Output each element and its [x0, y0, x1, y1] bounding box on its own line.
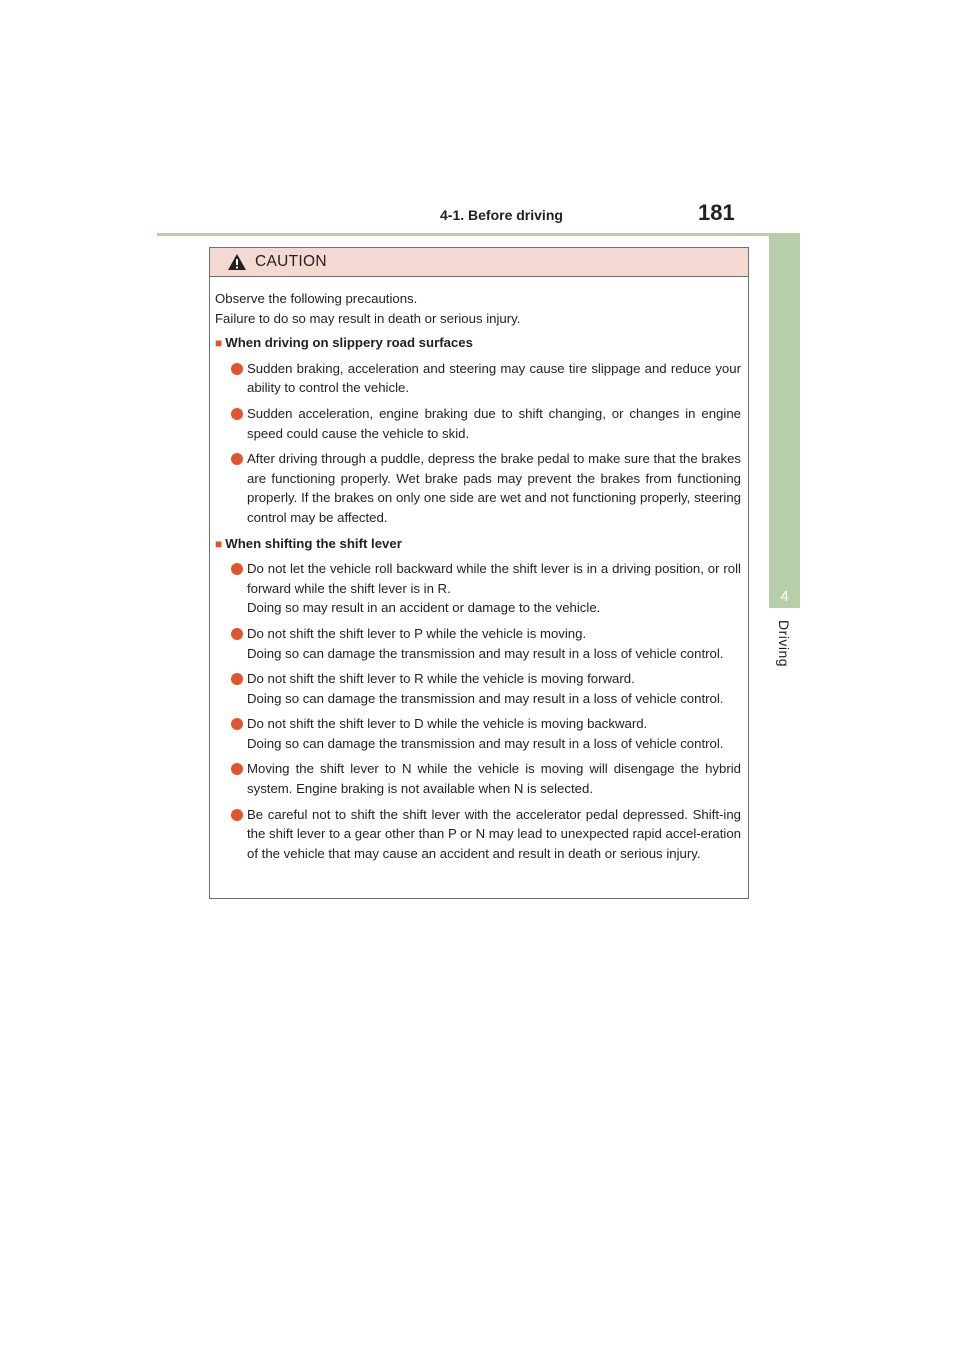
section-heading-text: When driving on slippery road surfaces — [225, 335, 473, 351]
section-heading-shifting — [215, 534, 741, 555]
page-number: 181 — [698, 200, 735, 225]
bullet-dot-icon — [231, 363, 243, 375]
caution-intro — [215, 289, 741, 328]
list-item — [215, 669, 741, 708]
list-item — [215, 449, 741, 527]
section-heading-slippery — [215, 333, 741, 354]
chapter-label: Driving — [776, 620, 792, 668]
caution-body — [210, 277, 748, 863]
list-item-text: Sudden braking, acceleration and steering may cause tire slippage and reduce your ability to control the vehicle. — [247, 360, 741, 396]
chapter-tab — [769, 236, 800, 608]
list-item-text: Do not shift the shift lever to P while the vehicle is moving. Doing so can damage the transmission and may result in a loss of vehicle control. — [247, 625, 724, 661]
list-item — [215, 404, 741, 443]
chapter-number: 4 — [780, 588, 789, 605]
list-item — [215, 714, 741, 753]
bullet-dot-icon — [231, 408, 243, 420]
bullet-dot-icon — [231, 453, 243, 465]
list-item-text: After driving through a puddle, depress the brake pedal to make sure that the brakes are functioning properly. Wet brake pads may prevent the brakes from functioning properly. If the brakes on only one side are wet and not functioning properly, steering control may be affected. — [247, 451, 741, 525]
list-item — [215, 559, 741, 618]
caution-header — [210, 248, 748, 277]
bullet-dot-icon — [231, 563, 243, 575]
list-item — [215, 805, 741, 864]
square-bullet-icon: ■ — [215, 336, 223, 351]
bullet-dot-icon — [231, 628, 243, 640]
bullet-dot-icon — [231, 718, 243, 730]
caution-title: CAUTION — [255, 253, 327, 270]
list-item — [215, 624, 741, 663]
section-heading-text: When shifting the shift lever — [225, 535, 402, 551]
header-rule — [157, 233, 800, 236]
intro-line: Failure to do so may result in death or serious injury. — [215, 310, 521, 326]
list-item-text: Do not shift the shift lever to D while the vehicle is moving backward. Doing so can damage the transmission and may result in a loss of vehicle control. — [247, 716, 724, 751]
list-item-text: Sudden acceleration, engine braking due to shift changing, or changes in engine speed could cause the vehicle to skid. — [247, 405, 741, 441]
list-item — [215, 359, 741, 398]
warning-triangle-icon — [227, 253, 247, 271]
bullet-dot-icon — [231, 809, 243, 821]
bullet-dot-icon — [231, 673, 243, 685]
intro-line: Observe the following precautions. — [215, 291, 418, 306]
list-item-text: Do not let the vehicle roll backward while the shift lever is in a driving position, or roll forward while the shift lever is in R. Doing so may result in an accident or damage to the vehicle. — [247, 561, 741, 616]
list-item-text: Be careful not to shift the shift lever with the accelerator pedal depressed. Shift-ing the shift lever to a gear other than P or N may lead to unexpected rapid accel-eration of the vehicle that may cause an accident and result in death or serious injury. — [247, 806, 741, 861]
bullet-dot-icon — [231, 763, 243, 775]
section-title: 4-1. Before driving — [440, 207, 563, 223]
list-item — [215, 759, 741, 798]
list-item-text: Do not shift the shift lever to R while the vehicle is moving forward. Doing so can damage the transmission and may result in a loss of vehicle control. — [247, 671, 724, 706]
list-item-text: Moving the shift lever to N while the vehicle is moving will disengage the hybrid system. Engine braking is not available when N is selected. — [247, 761, 741, 797]
square-bullet-icon: ■ — [215, 536, 223, 551]
caution-box — [209, 247, 749, 899]
